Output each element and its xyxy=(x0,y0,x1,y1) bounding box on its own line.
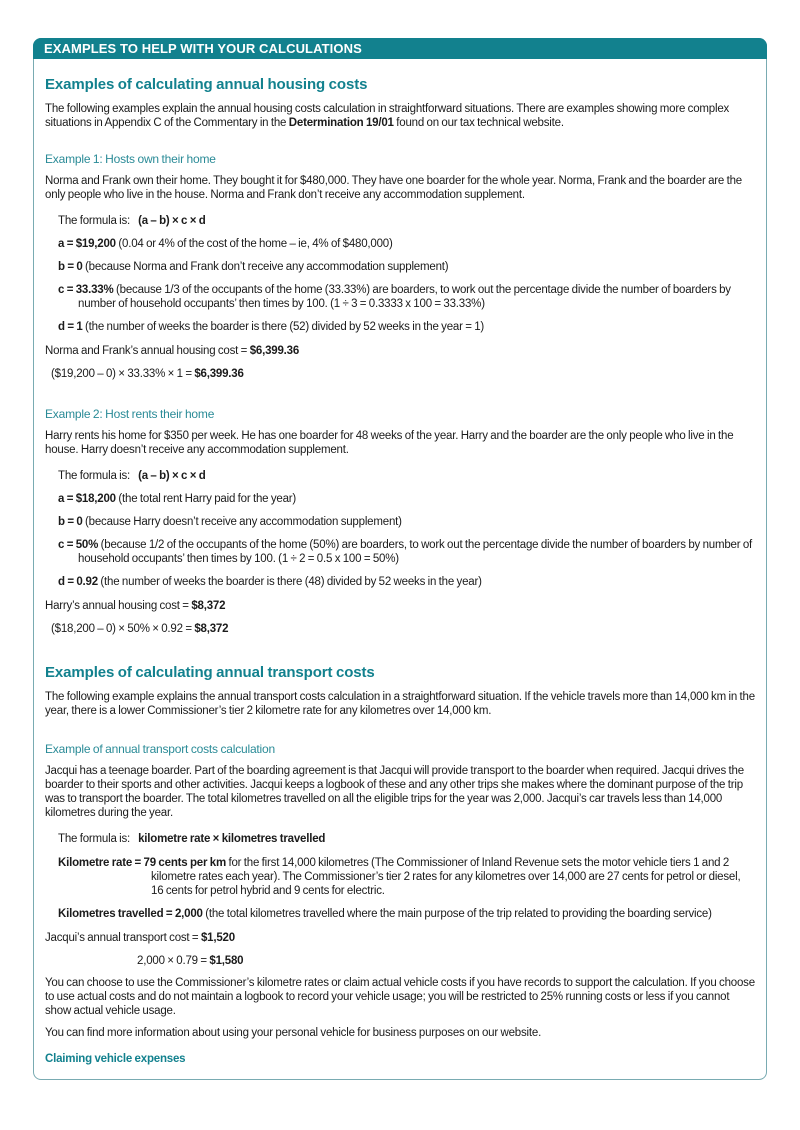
transport-formula-label: The formula is: xyxy=(58,833,131,845)
transport-def-rate-text: for the first 14,000 kilometres (The Commissioner of Inland Revenue sets the motor vehicle tiers 1 and 2 kilometre rates each year). The Commissioner’s tier 2 rates for any kilometres over 14,000 are 27 cents for petrol or diesel, 16 cents for petrol hybrid and 9 cents for electric. xyxy=(151,857,741,897)
example2-def-c xyxy=(45,538,755,566)
transport-calc-expression: 2,000 × 0.79 = xyxy=(137,955,210,967)
transport-result-value: $1,520 xyxy=(200,932,235,944)
example2-body: Harry rents his home for $350 per week. He has one boarder for 48 weeks of the year. Harry and the boarder are the only people who live in the house. Harry doesn’t receive any accommodation supplement. xyxy=(45,430,734,456)
housing-intro-paragraph xyxy=(45,102,755,130)
transport-result-label: Jacqui’s annual transport cost = xyxy=(45,932,201,944)
transport-closing-paragraph-1: You can choose to use the Commissioner’s kilometre rates or claim actual vehicle costs if you have records to support the calculation. If you choose to use actual costs and do not maintain a logbook to record your vehicle usage; you will be restricted to 25% running costs or less if you cannot show actual vehicle usage. xyxy=(45,977,755,1017)
example2-formula: (a – b) × c × d xyxy=(138,470,206,482)
transport-def-rate-term: Kilometre rate = 79 cents per km xyxy=(58,857,226,869)
example2-def-d xyxy=(45,575,755,589)
example1-def-b xyxy=(45,260,755,274)
example2-formula-label: The formula is: xyxy=(58,470,131,482)
housing-intro-post: found on our tax technical website. xyxy=(393,117,564,129)
example1-def-c xyxy=(45,283,755,311)
determination-reference: Determination 19/01 xyxy=(288,117,394,129)
example1-def-d-term: d = 1 xyxy=(58,321,83,333)
transport-closing-paragraph-2: You can find more information about using your personal vehicle for business purposes on our website. xyxy=(45,1027,542,1039)
transport-calc-line xyxy=(137,954,755,968)
transport-section-heading: Examples of calculating annual transport costs xyxy=(45,664,375,681)
housing-intro-pre: The following examples explain the annual housing costs calculation in straightforward situations. There are examples showing more complex situations in Appendix C of the Commentary in the xyxy=(45,103,730,129)
example1-def-d xyxy=(45,320,755,334)
transport-calc-value: $1,580 xyxy=(209,955,244,967)
example2-def-c-term: c = 50% xyxy=(58,539,99,551)
example1-calc-expression: ($19,200 – 0) × 33.33% × 1 = xyxy=(51,368,195,380)
example1-def-a-text: (0.04 or 4% of the cost of the home – ie, 4% of $480,000) xyxy=(115,238,393,250)
example2-def-d-term: d = 0.92 xyxy=(58,576,98,588)
transport-formula: kilometre rate × kilometres travelled xyxy=(138,833,326,845)
example1-def-b-text: (because Norma and Frank don’t receive any accommodation supplement) xyxy=(82,261,449,273)
example2-calc-line xyxy=(51,622,755,636)
transport-intro-paragraph: The following example explains the annual transport costs calculation in a straightforward situation. If the vehicle travels more than 14,000 km in the year, there is a lower Commissioner’s tier 2 kilometre rate for any kilometres over 14,000 km. xyxy=(45,691,755,717)
example2-heading: Example 2: Host rents their home xyxy=(45,407,215,421)
transport-result-line xyxy=(45,931,755,945)
example2-result-value: $8,372 xyxy=(191,600,226,612)
housing-section-heading: Examples of calculating annual housing costs xyxy=(45,76,368,93)
section-banner xyxy=(33,38,767,59)
example1-def-d-text: (the number of weeks the boarder is there (52) divided by 52 weeks in the year = 1) xyxy=(82,321,485,333)
transport-def-travelled-text: (the total kilometres travelled where the main purpose of the trip related to providing the boarding service) xyxy=(202,908,712,920)
example2-calc-value: $8,372 xyxy=(194,623,229,635)
example1-calc-line xyxy=(51,367,755,381)
example1-def-c-text: (because 1/3 of the occupants of the home (33.33%) are boarders, to work out the percentage divide the number of boarders by number of household occupants’ then times by 100. (1 ÷ 3 = 0.3333 x 100 = 33.33%) xyxy=(78,284,731,310)
example2-def-b xyxy=(45,515,755,529)
banner-title: EXAMPLES TO HELP WITH YOUR CALCULATIONS xyxy=(44,41,362,56)
example2-def-b-term: b = 0 xyxy=(58,516,83,528)
example2-def-b-text: (because Harry doesn’t receive any accommodation supplement) xyxy=(82,516,402,528)
example1-def-c-term: c = 33.33% xyxy=(58,284,114,296)
example1-calc-value: $6,399.36 xyxy=(194,368,244,380)
content-card xyxy=(33,38,767,1080)
card-content xyxy=(34,76,766,1066)
example1-def-a-term: a = $19,200 xyxy=(58,238,116,250)
example1-result-label: Norma and Frank’s annual housing cost = xyxy=(45,345,250,357)
example2-def-d-text: (the number of weeks the boarder is there (48) divided by 52 weeks in the year) xyxy=(97,576,482,588)
transport-def-kilometre-rate xyxy=(45,856,755,898)
example1-def-b-term: b = 0 xyxy=(58,261,83,273)
example1-def-a xyxy=(45,237,755,251)
example1-formula-label: The formula is: xyxy=(58,215,131,227)
example2-result-label: Harry’s annual housing cost = xyxy=(45,600,192,612)
transport-example-body: Jacqui has a teenage boarder. Part of the boarding agreement is that Jacqui will provide transport to the boarder when required. Jacqui drives the boarder to their sports and other activities. Jacqui keeps a logbook of these and any other trips she makes where the dominant purpose of the trip was to transport the boarder. The total kilometres travelled on all the eligible trips for the year was 2,000. Jacqui’s car travels less than 14,000 kilometres during the year. xyxy=(45,765,744,819)
example2-def-a xyxy=(45,492,755,506)
transport-def-travelled-term: Kilometres travelled = 2,000 xyxy=(58,908,203,920)
example2-calc-expression: ($18,200 – 0) × 50% × 0.92 = xyxy=(51,623,195,635)
example1-formula: (a – b) × c × d xyxy=(138,215,206,227)
transport-def-kilometres-travelled xyxy=(45,907,755,921)
example1-body: Norma and Frank own their home. They bought it for $480,000. They have one boarder for the whole year. Norma, Frank and the boarder are the only people who live in the house. Norma and Frank don’t receive any accommodation supplement. xyxy=(45,175,742,201)
example2-def-c-text: (because 1/2 of the occupants of the home (50%) are boarders, to work out the percentage divide the number of boarders by number of household occupants’ then times by 100. (1 ÷ 2 = 0.5 x 100 = 50%) xyxy=(78,539,753,565)
transport-formula-line xyxy=(58,832,755,846)
example1-result-line xyxy=(45,344,755,358)
example2-formula-line xyxy=(58,469,755,483)
example1-result-value: $6,399.36 xyxy=(249,345,300,357)
example1-formula-line xyxy=(58,214,755,228)
example2-def-a-term: a = $18,200 xyxy=(58,493,116,505)
example2-def-a-text: (the total rent Harry paid for the year) xyxy=(115,493,297,505)
transport-example-heading: Example of annual transport costs calculation xyxy=(45,742,275,756)
claiming-vehicle-expenses-link[interactable]: Claiming vehicle expenses xyxy=(45,1053,186,1065)
example2-result-line xyxy=(45,599,755,613)
example1-heading: Example 1: Hosts own their home xyxy=(45,152,216,166)
